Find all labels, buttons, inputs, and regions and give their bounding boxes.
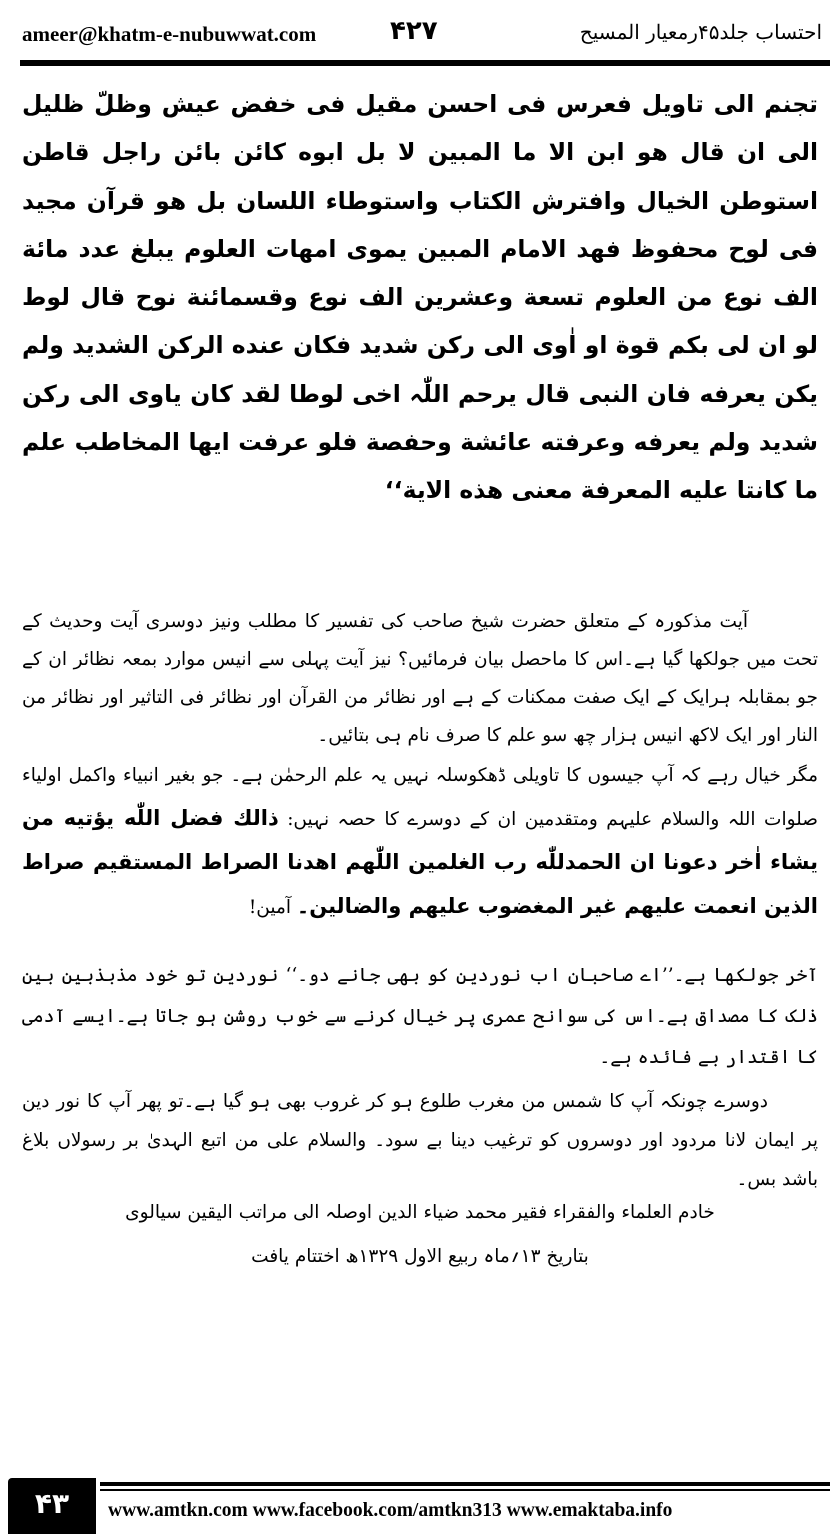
page-header xyxy=(18,10,826,52)
amen-text: آمین! xyxy=(248,897,292,918)
urdu-paragraph-2 xyxy=(22,755,818,929)
urdu-paragraph-1: آیت مذکورہ کے متعلق حضرت شیخ صاحب کی تفسیر کا مطلب ونیز دوسری آیت وحدیث کے تحت میں جولکھا گیا ہے۔اس کا ماحصل بیان فرمائیں؟ نیز آیت پہلی سے انیس موارد بمعہ نظائر ان کے جو بمقابلہ ہرایک کے ایک صفت ممکنات کے ہے اور نظائر من القرآن اور نظائر فی التاثیر اور نظائر من النار اور ایک لاکھ انیس ہزار چھ سو علم کا صرف نام ہی بتائیں۔ xyxy=(22,611,818,746)
arabic-passage: تجنم الی تاویل فعرس فی احسن مقیل فی خفض عیش وظلّ ظلیل الی ان قال هو ابن الا ما المبین لا بل ابوه کائن بائن راجل قاطن استوطن الخیال وافترش الکتاب واستوطاء اللسان بل هو قرآن مجید فی لوح محفوظ فهد الامام المبین یموی امهات العلوم یبلغ عدد مائة الف نوع من العلوم تسعة وعشرین الف نوع وقسمائنة نوح قال لوط لو ان لی بکم قوة او اٰوی الی رکن شدید فکان عنده الرکن الشدید ولم یکن یعرفه فان النبی قال یرحم اللّٰہ اخی لوطا لقد کان یاوی الی رکن شدید ولم یعرفه وعرفته عائشة وحفصة فلو عرفت ایها المخاطب علم ما کانتا علیه المعرفة معنی هذه الایة‘‘ xyxy=(22,90,818,505)
footer-divider-thin xyxy=(100,1489,830,1491)
header-title: احتساب جلد۴۵رمعیار المسیح xyxy=(579,20,822,44)
arabic-quote: ذالك فضل اللّٰه یؤتیه من یشاء اٰخر دعونا ان الحمدللّٰه رب الغلمین اللّٰهم اهدنا الصراط المستقیم صراط الذین انعمت علیهم غیر المغضوب علیهم والضالین۔ xyxy=(22,806,818,918)
urdu-paragraph-2-text: مگر خیال رہے کہ آپ جیسوں کا تاویلی ڈھکوسلہ نہیں یہ علم الرحمٰن ہے۔ جو بغیر انبیاء واکمل اولیاء صلوات اللہ والسلام علیہم ومتقدمین ان کے دوسرے کا حصہ نہیں: xyxy=(22,765,818,830)
header-email: ameer@khatm-e-nubuwwat.com xyxy=(22,22,317,46)
footer-divider xyxy=(100,1482,830,1486)
footer-page-number: ۴۳ xyxy=(8,1478,96,1534)
urdu-paragraph-3: آخر جولکھا ہے۔’’اے صاحبان اب نوردین کو بھی جانے دو۔‘‘ نوردین تو خود مذبذبین بین ذٰلک کا مصداق ہے۔اس کی سوانح عمری پر خیال کرنے سے خوب روشن ہو جاتا ہے۔ایسے آدمی کا اقتدار بے فائدہ ہے۔ xyxy=(22,965,818,1068)
header-divider xyxy=(20,60,830,66)
signature-line-1: خادم العلماء والفقراء فقیر محمد ضیاء الدین اوصلہ الی مراتب الیقین سیالوی xyxy=(125,1202,715,1223)
signature-line-2: بتاریخ ۱۳؍ماہ ربیع الاول ۱۳۲۹ھ اختتام یافت xyxy=(251,1246,589,1267)
header-page-number: ۴۲۷ xyxy=(390,16,438,46)
footer-urls: www.amtkn.com www.facebook.com/amtkn313 www.emaktaba.info xyxy=(108,1500,673,1521)
urdu-paragraph-4: دوسرے چونکہ آپ کا شمس من مغرب طلوع ہو کر غروب بھی ہو گیا ہے۔تو پھر آپ کا نور دین پر ایمان لانا مردود اور دوسروں کو ترغیب دینا بے سود۔ والسلام علی من اتبع الہدیٰ بر رسولاں بلاغ باشد بس۔ xyxy=(22,1091,818,1190)
